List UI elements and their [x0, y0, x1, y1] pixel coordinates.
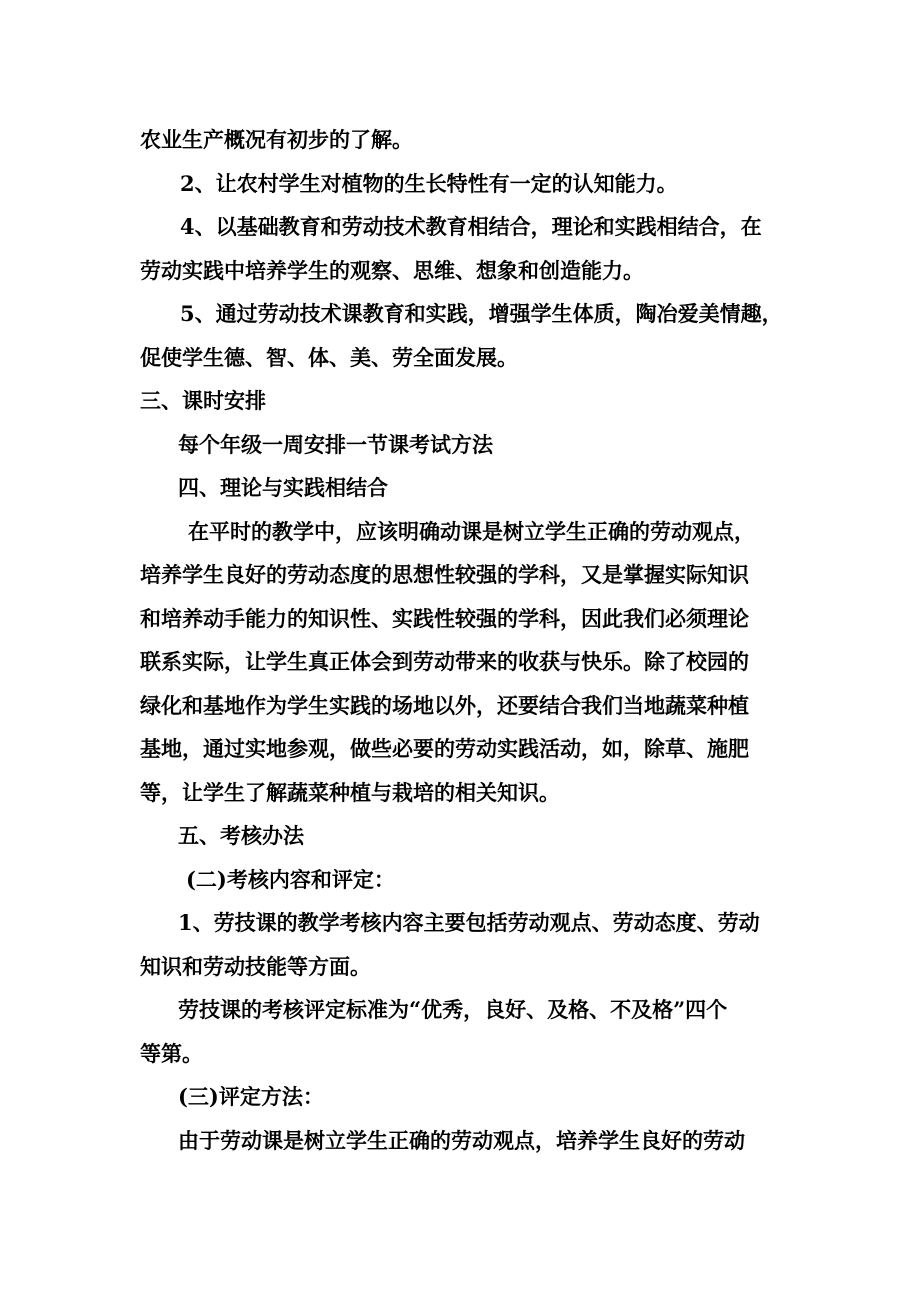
paragraph-goal-2	[140, 162, 790, 206]
text-line: 绿化和基地作为学生实践的场地以外，还要结合我们当地蔬菜种植	[140, 692, 749, 718]
heading-subsection-2	[140, 858, 790, 902]
text-line: 联系实际，让学生真正体会到劳动带来的收获与快乐。除了校园的	[140, 649, 749, 674]
text-line: 每个年级一周安排一节课考试方法	[178, 431, 493, 457]
paragraph-goal-5	[140, 292, 790, 379]
text-line: 5、通过劳动技术课教育和实践，增强学生体质，陶冶爱美情趣，	[180, 301, 783, 326]
heading-subsection-3	[140, 1075, 790, 1119]
section-heading: 三、课时安排	[140, 388, 266, 413]
text-line: 劳动实践中培养学生的观察、思维、想象和创造能力。	[140, 257, 644, 283]
paragraph-schedule	[140, 423, 790, 467]
text-line: 在平时的教学中，应该明确动课是树立学生正确的劳动观点，	[188, 518, 755, 544]
paragraph-assessment-standard	[140, 988, 790, 1075]
paragraph-theory-practice	[140, 510, 790, 815]
text-line: 等第。	[140, 1040, 203, 1066]
subsection-heading: (三)评定方法：	[178, 1084, 324, 1109]
heading-section-4	[140, 466, 790, 510]
paragraph-intro-continuation	[140, 118, 790, 162]
text-line: 劳技课的考核评定标准为“优秀，良好、及格、不及格”四个	[178, 997, 728, 1022]
text-line: 基地，通过实地参观，做些必要的劳动实践活动，如，除草、施肥	[140, 736, 749, 761]
section-heading: 四、理论与实践相结合	[178, 475, 388, 500]
text-line: 促使学生德、智、体、美、劳全面发展。	[140, 344, 518, 370]
section-heading: 五、考核办法	[178, 823, 304, 848]
subsection-heading: (二)考核内容和评定：	[186, 866, 395, 892]
text-line: 和培养动手能力的知识性、实践性较强的学科，因此我们必须理论	[140, 605, 749, 631]
heading-section-5	[140, 814, 790, 858]
text-line: 等，让学生了解蔬菜种植与栽培的相关知识。	[140, 779, 560, 805]
text-line: 知识和劳动技能等方面。	[140, 953, 371, 979]
text-line: 1、劳技课的教学考核内容主要包括劳动观点、劳动态度、劳动	[178, 910, 760, 935]
paragraph-evaluation-method	[140, 1119, 790, 1163]
text-line: 农业生产概况有初步的了解。	[140, 127, 413, 152]
text-line: 培养学生良好的劳动态度的思想性较强的学科，又是掌握实际知识	[140, 562, 749, 587]
paragraph-assessment-content	[140, 901, 790, 988]
document-body	[140, 118, 790, 1162]
paragraph-goal-4	[140, 205, 790, 292]
text-line: 由于劳动课是树立学生正确的劳动观点，培养学生良好的劳动	[178, 1127, 745, 1153]
text-line: 4、以基础教育和劳动技术教育相结合，理论和实践相结合，在	[180, 214, 762, 239]
text-line: 2、让农村学生对植物的生长特性有一定的认知能力。	[180, 170, 678, 196]
heading-section-3	[140, 379, 790, 423]
